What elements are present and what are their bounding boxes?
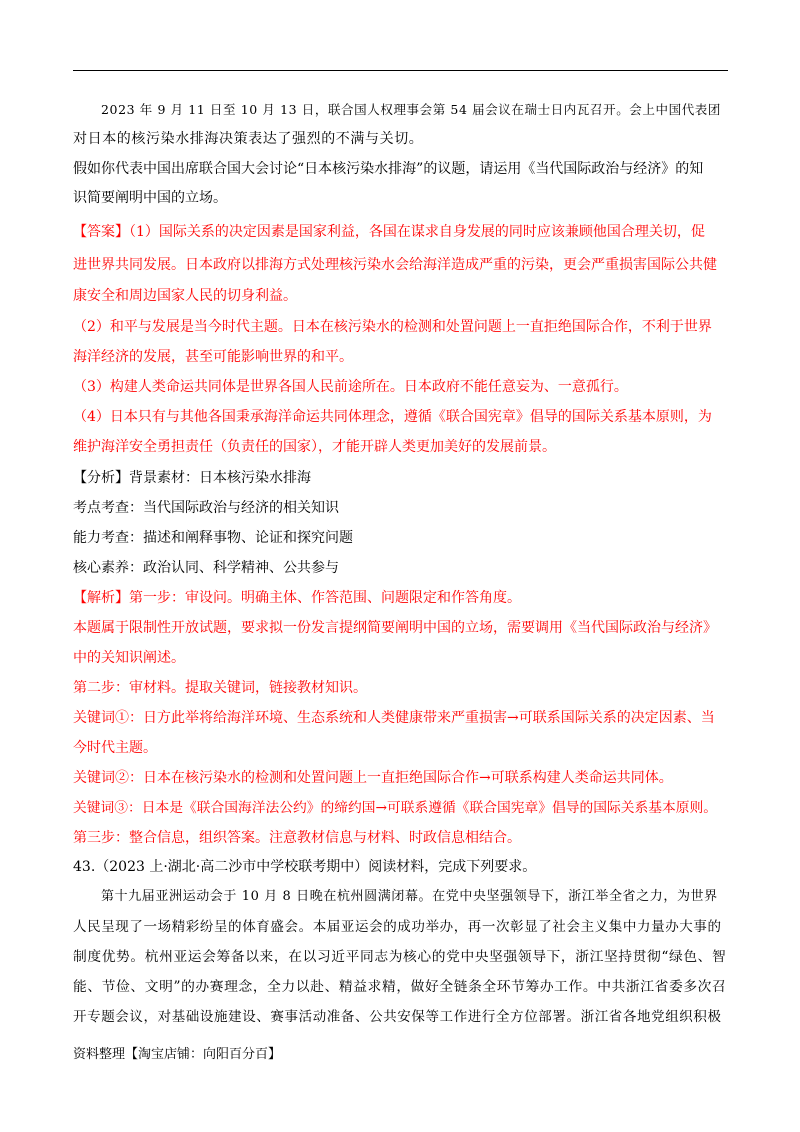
analysis-line-1: 【分析】背景素材：日本核污染水排海 — [73, 470, 311, 486]
answer-line-1: 【答案】（1）国际关系的决定因素是国家利益，各国在谋求自身发展的同时应该兼顾他国合理关切，促 — [73, 224, 705, 240]
footer-source: 资料整理【淘宝店铺：向阳百分百】 — [73, 1047, 282, 1062]
q43-material-line-2: 人民呈现了一场精彩纷呈的体育盛会。本届亚运会的成功举办，再一次彰显了社会主义集中力量办大事的 — [73, 919, 722, 935]
answer-line-6: （3）构建人类命运共同体是世界各国人民前途所在。日本政府不能任意妄为、一意孤行。 — [73, 379, 628, 395]
answer-line-3: 康安全和周边国家人民的切身利益。 — [73, 288, 297, 304]
answer-line-5: 海洋经济的发展，甚至可能影响世界的和平。 — [73, 349, 353, 365]
explanation-line-9: 第三步：整合信息，组织答案。注意教材信息与材料、时政信息相结合。 — [73, 830, 521, 846]
explanation-line-7: 关键词②：日本在核污染水的检测和处置问题上一直拒绝国际合作→可联系构建人类命运共同体。 — [73, 770, 673, 786]
explanation-line-3: 中的关知识阐述。 — [73, 650, 185, 666]
answer-line-8: 维护海洋安全勇担责任（负责任的国家），才能开辟人类更加美好的发展前景。 — [73, 439, 556, 455]
explanation-line-2: 本题属于限制性开放试题，要求拟一份发言提纲简要阐明中国的立场，需要调用《当代国际政治与经济》 — [73, 620, 717, 636]
explanation-line-8: 关键词③：日本是《联合国海洋法公约》的缔约国→可联系遵循《联合国宪章》倡导的国际关系基本原则。 — [73, 800, 718, 816]
q43-material-line-5: 开专题会议，对基础设施建设、赛事活动准备、公共安保等工作进行全方位部署。浙江省各地党组织积极 — [73, 1009, 722, 1025]
analysis-line-4: 核心素养：政治认同、科学精神、公共参与 — [73, 560, 339, 576]
explanation-line-6: 今时代主题。 — [73, 740, 157, 756]
q43-material-line-3: 制度优势。杭州亚运会筹备以来，在以习近平同志为核心的党中央坚强领导下，浙江坚持贯彻“绿色、智 — [73, 949, 727, 965]
material-line-2: 对日本的核污染水排海决策表达了强烈的不满与关切。 — [73, 131, 424, 147]
answer-line-2: 进世界共同发展。日本政府以排海方式处理核污染水会给海洋造成严重的污染，更会严重损害国际公共健 — [73, 257, 717, 273]
question-line-1: 假如你代表中国出席联合国大会讨论“日本核污染水排海”的议题，请运用《当代国际政治与经济》的知 — [73, 161, 704, 177]
answer-line-4: （2）和平与发展是当今时代主题。日本在核污染水的检测和处置问题上一直拒绝国际合作，不利于世界 — [73, 319, 712, 335]
explanation-line-5: 关键词①：日方此举将给海洋环境、生态系统和人类健康带来严重损害→可联系国际关系的决定因素、当 — [73, 710, 715, 726]
q43-material-line-4: 能、节俭、文明”的办赛理念，全力以赴、精益求精，做好全链条全环节筹办工作。中共浙江省委多次召 — [73, 979, 727, 995]
question-43-heading: 43.（2023 上·湖北·高二沙市中学校联考期中）阅读材料，完成下列要求。 — [73, 859, 537, 875]
answer-line-7: （4）日本只有与其他各国秉承海洋命运共同体理念，遵循《联合国宪章》倡导的国际关系基本原则，为 — [73, 409, 712, 425]
material-line-1: 2023 年 9 月 11 日至 10 月 13 日，联合国人权理事会第 54 届会议在瑞士日内瓦召开。会上中国代表团 — [101, 102, 721, 117]
analysis-line-3: 能力考查：描述和阐释事物、论证和探究问题 — [73, 530, 353, 546]
explanation-line-1: 【解析】第一步：审设问。明确主体、作答范围、问题限定和作答角度。 — [73, 590, 521, 606]
analysis-line-2: 考点考查：当代国际政治与经济的相关知识 — [73, 500, 339, 516]
header-rule — [73, 70, 728, 71]
explanation-line-4: 第二步：审材料。提取关键词，链接教材知识。 — [73, 680, 367, 696]
question-line-2: 识简要阐明中国的立场。 — [73, 190, 227, 206]
q43-material-line-1: 第十九届亚洲运动会于 10 月 8 日晚在杭州圆满闭幕。在党中央坚强领导下，浙江举全省之力，为世界 — [101, 889, 718, 904]
